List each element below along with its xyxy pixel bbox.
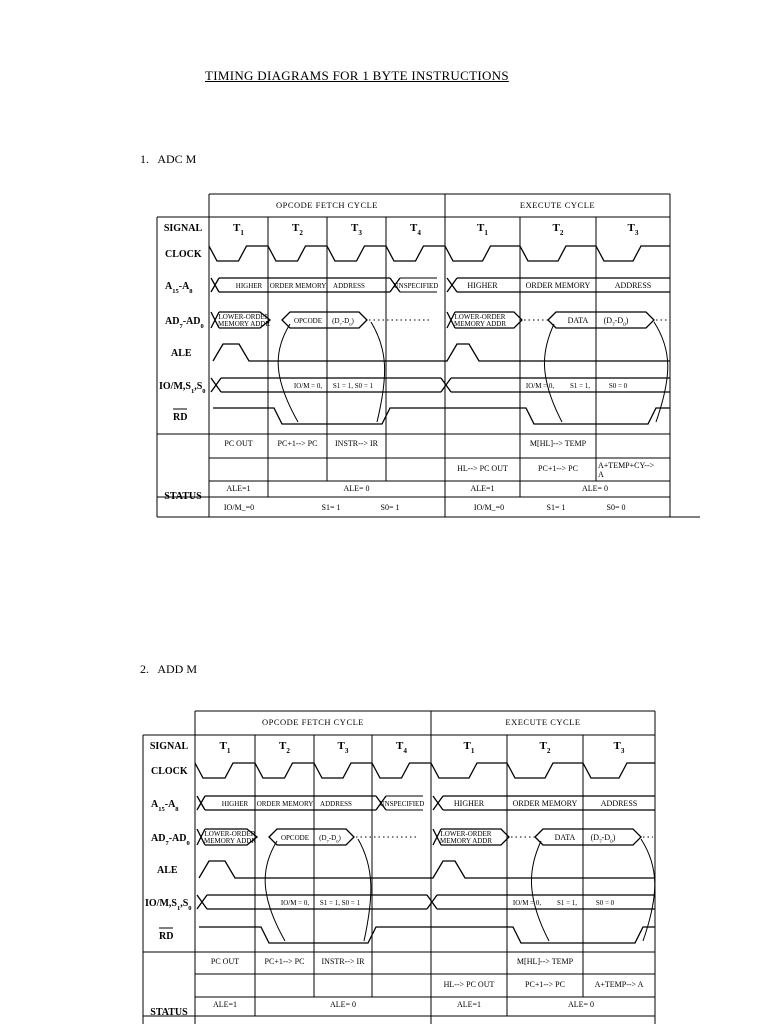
status-io: S0= 0 [606, 503, 626, 512]
address-label: ORDER MEMORY [269, 282, 327, 290]
address-label: ADDRESS [614, 281, 652, 290]
ad-memory-addr-label: MEMORY ADDR [203, 837, 257, 845]
t-state-label: $T_1$ [219, 740, 231, 755]
address-bus-start-cross [197, 796, 205, 810]
operation-label: M[HL]--> TEMP [529, 439, 587, 448]
clock-waveform [583, 763, 655, 778]
operation-label: PC+1--> PC [277, 439, 318, 448]
status-io: IO/M_=0 [223, 503, 255, 512]
t-state-label: $T_1$ [233, 222, 244, 237]
question-1-name: ADC M [157, 152, 197, 166]
address-label: HIGHER [221, 800, 249, 808]
signal-a15-a8: $A_{15}-A_8$ [151, 799, 179, 813]
io-exec-s0-label: S0 = 0 [608, 382, 628, 390]
t-state-label: $T_2$ [539, 740, 551, 755]
signal-a15-a8: $A_{15}-A_8$ [165, 281, 193, 295]
address-label: ADDRESS [333, 282, 365, 290]
question-2-number: 2. [140, 662, 149, 676]
signal-ad7-ad0: $AD_7-AD_0$ [165, 316, 204, 330]
address-bus-exec-cross [433, 796, 443, 810]
ad-memory-addr-label: MEMORY ADDR [217, 320, 271, 328]
signal-clock: CLOCK [165, 249, 202, 260]
signal-ad7-ad0: $AD_7-AD_0$ [151, 833, 190, 847]
operation-label: PC OUT [210, 957, 240, 966]
ad-lower-order-label: LOWER-ORDER [218, 313, 270, 321]
ad-d7-d0-label: $(D_7-D_0)$ [332, 317, 354, 327]
signal-header: SIGNAL [163, 223, 203, 234]
t-state-label: $T_3$ [351, 222, 362, 237]
io-exec-s0-label: S0 = 0 [595, 899, 615, 907]
io-exec-iom-label: IO/M = 0, [512, 899, 542, 907]
question-1-number: 1. [140, 152, 149, 166]
address-label: HIGHER [467, 281, 498, 290]
operation-label: A+TEMP--> A [594, 980, 644, 989]
status-label: STATUS [150, 1007, 188, 1018]
ad-data-label: DATA [554, 833, 576, 842]
operation-label: M[HL]--> TEMP [516, 957, 574, 966]
t-state-label: $T_3$ [627, 222, 639, 237]
status-io: S1= 1 [546, 503, 566, 512]
address-label: UNSPECIFIED [379, 800, 425, 808]
operation-label: HL--> PC OUT [443, 980, 495, 989]
t-state-label: $T_1$ [463, 740, 475, 755]
operation-label: PC+1--> PC [264, 957, 305, 966]
signal-rd: RD [173, 412, 188, 423]
operation-label: INSTR--> IR [335, 439, 378, 448]
status-io: IO/M_=0 [473, 503, 505, 512]
ad-exec-lower-order-label: LOWER-ORDER [440, 830, 492, 838]
signal-io-m-s1-s0: $IO/M,S_1,S_0$ [159, 381, 206, 395]
io-exec-s1-label: S1 = 1, [569, 382, 591, 390]
data-flow-arrow [641, 839, 655, 941]
ad-exec-d7-d0-label: $(D_7-D_0)$ [603, 316, 629, 328]
clock-waveform [431, 763, 507, 778]
io-iom-label: IO/M = 0, [293, 382, 323, 390]
opcode-fetch-cycle-label: OPCODE FETCH CYCLE [275, 200, 379, 210]
clock-waveform [507, 763, 583, 778]
execute-cycle-label: EXECUTE CYCLE [505, 717, 581, 727]
status-io: S1= 1 [321, 503, 341, 512]
opcode-fetch-cycle-label: OPCODE FETCH CYCLE [261, 717, 365, 727]
t-state-label: $T_3$ [337, 740, 349, 755]
signal-io-m-s1-s0: $IO/M,S_1,S_0$ [145, 898, 192, 912]
question-2-name: ADD M [157, 662, 198, 676]
t-state-label: $T_2$ [279, 740, 290, 755]
address-label: ORDER MEMORY [525, 281, 591, 290]
rd-waveform [199, 927, 655, 943]
clock-waveform [372, 763, 431, 778]
t-state-label: $T_3$ [613, 740, 625, 755]
operation-label: A [598, 470, 604, 479]
signal-header: SIGNAL [149, 741, 189, 752]
io-iom-label: IO/M = 0, [280, 899, 310, 907]
io-exec-s1-label: S1 = 1, [556, 899, 578, 907]
ad-exec-lower-order-label: LOWER-ORDER [454, 313, 506, 321]
operation-label: A+TEMP+CY--> [598, 461, 655, 470]
status-ale: ALE= 0 [581, 484, 609, 493]
status-io: S0= 1 [380, 503, 400, 512]
ad-d7-d0-label: $(D_7-D_0)$ [319, 834, 341, 844]
ad-data-label: DATA [567, 316, 589, 325]
io-start-cross [197, 895, 207, 909]
io-cycle-cross [427, 895, 437, 909]
t-state-label: $T_4$ [396, 740, 407, 755]
ad-exec-memory-addr-label: MEMORY ADDR [453, 320, 507, 328]
address-label: HIGHER [235, 282, 263, 290]
ad-exec-data-block [535, 829, 641, 845]
data-flow-arrow [531, 841, 549, 941]
execute-cycle-label: EXECUTE CYCLE [519, 200, 596, 210]
status-ale: ALE=1 [470, 484, 495, 493]
signal-clock: CLOCK [151, 766, 188, 777]
status-ale: ALE=1 [226, 484, 251, 493]
status-ale: ALE= 0 [329, 1000, 357, 1009]
io-exec-iom-label: IO/M = 0, [525, 382, 555, 390]
ad-lower-order-label: LOWER-ORDER [204, 830, 256, 838]
operation-label: PC+1--> PC [525, 980, 565, 989]
data-flow-arrow [265, 841, 285, 941]
operation-label: HL--> PC OUT [457, 464, 508, 473]
ad-opcode-label: OPCODE [293, 317, 323, 325]
status-label: STATUS [164, 491, 202, 502]
clock-waveform [195, 763, 255, 778]
io-s1-s0-label: S1 = 1, S0 = 1 [319, 899, 361, 907]
signal-rd: RD [159, 931, 174, 942]
address-label: ADDRESS [320, 800, 352, 808]
data-flow-arrow [358, 839, 371, 941]
clock-waveform [255, 763, 314, 778]
t-state-label: $T_4$ [410, 222, 421, 237]
ad-exec-memory-addr-label: MEMORY ADDR [439, 837, 493, 845]
t-state-label: $T_1$ [477, 222, 488, 237]
signal-ale: ALE [157, 865, 178, 876]
ad-exec-d7-d0-label: $(D_7-D_0)$ [590, 833, 616, 845]
status-ale: ALE=1 [456, 1000, 482, 1009]
page-title: TIMING DIAGRAMS FOR 1 BYTE INSTRUCTIONS [205, 68, 509, 83]
io-s1-s0-label: S1 = 1, S0 = 1 [332, 382, 374, 390]
address-label: ORDER MEMORY [256, 800, 314, 808]
status-ale: ALE= 0 [343, 484, 370, 493]
operation-label: INSTR--> IR [321, 957, 365, 966]
address-label: HIGHER [453, 799, 485, 808]
operation-label: PC+1--> PC [538, 464, 578, 473]
ad-opcode-label: OPCODE [280, 834, 310, 842]
clock-waveform [314, 763, 372, 778]
status-ale: ALE=1 [212, 1000, 238, 1009]
address-label: ADDRESS [600, 799, 638, 808]
address-label: ORDER MEMORY [512, 799, 578, 808]
t-state-label: $T_2$ [292, 222, 303, 237]
status-ale: ALE= 0 [567, 1000, 595, 1009]
t-state-label: $T_2$ [552, 222, 564, 237]
operation-label: PC OUT [224, 439, 253, 448]
address-label: UNSPECIFIED [393, 282, 439, 290]
signal-ale: ALE [171, 348, 192, 359]
